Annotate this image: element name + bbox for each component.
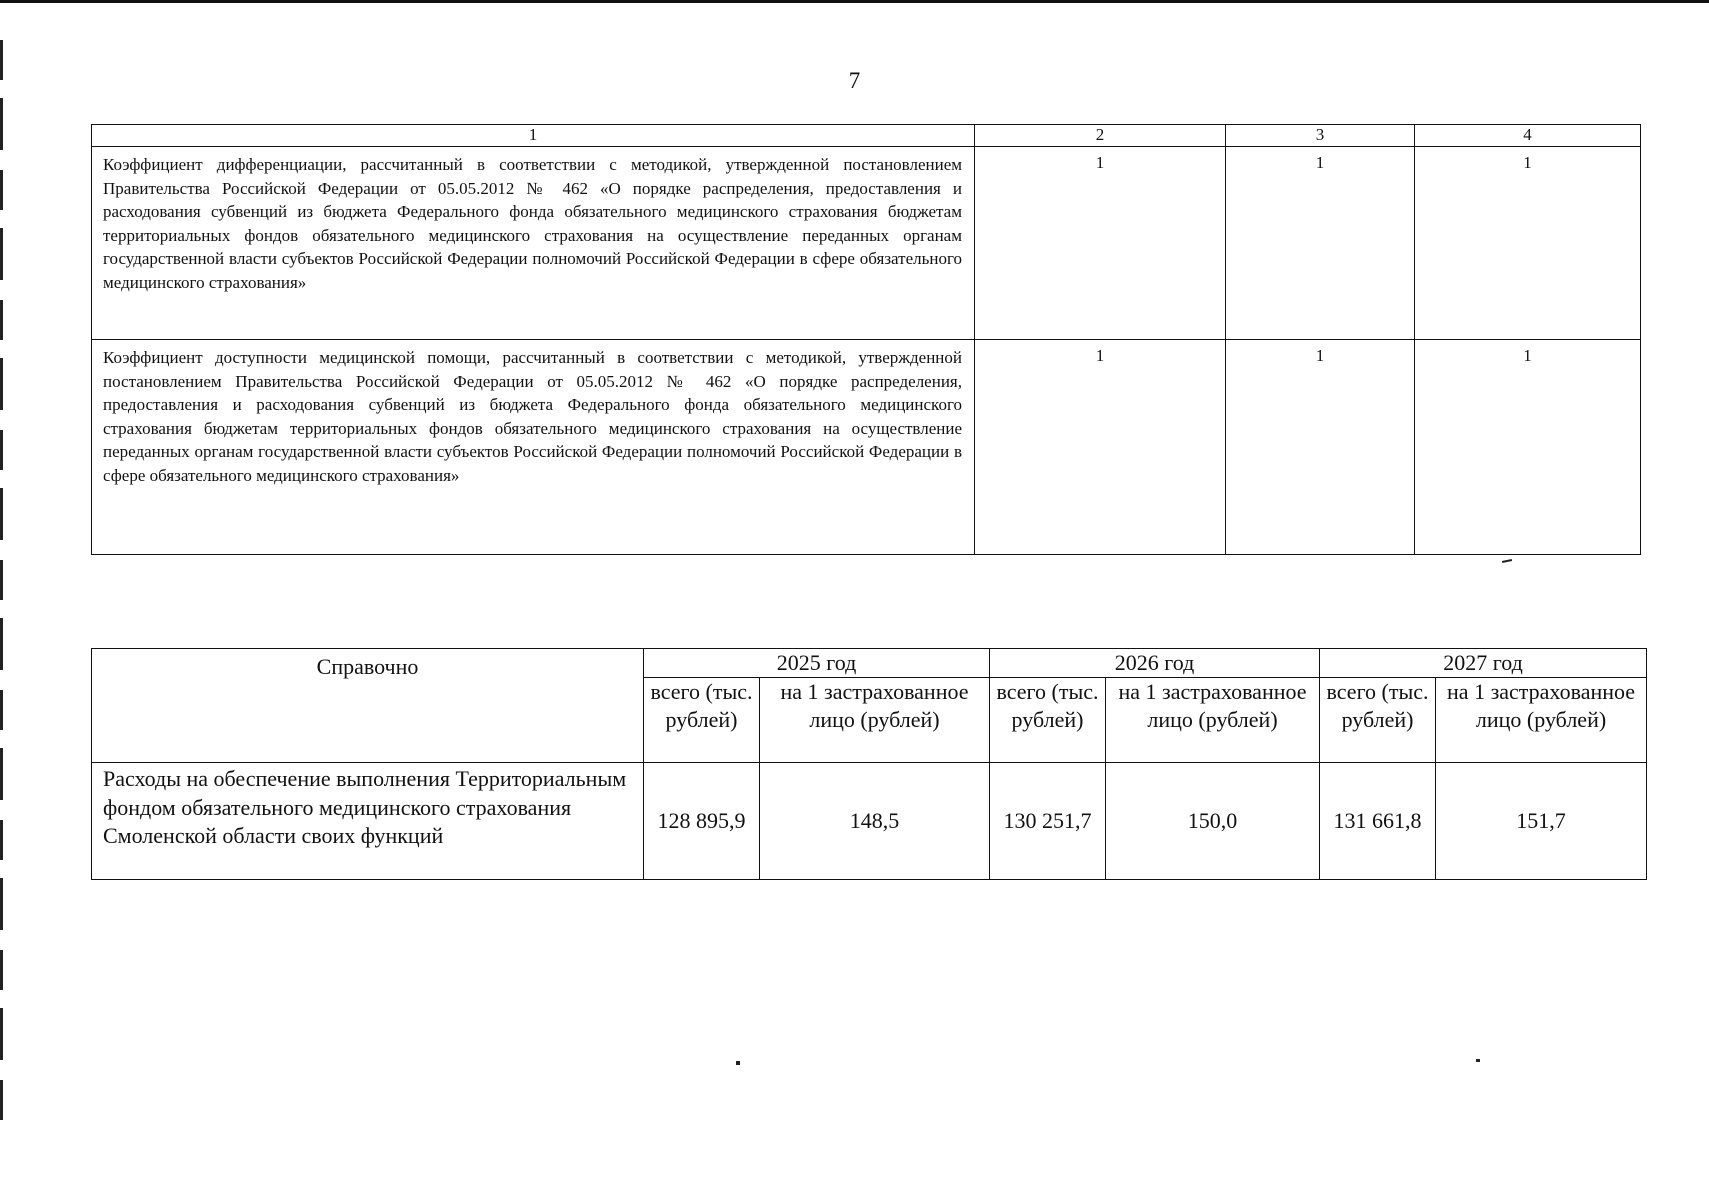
year-header: 2025 год	[644, 649, 990, 678]
table-row	[92, 340, 1641, 555]
year-header: 2027 год	[1320, 649, 1647, 678]
total-column-header: всего (тыс. рублей)	[644, 678, 760, 763]
reference-label: Справочно	[92, 649, 644, 763]
cell-value: 1	[1415, 340, 1641, 555]
coefficients-table	[91, 124, 1641, 555]
total-column-header: всего (тыс. рублей)	[1320, 678, 1436, 763]
cell-value: 130 251,7	[990, 763, 1106, 880]
page-number: 7	[848, 68, 861, 93]
column-header: 3	[1226, 125, 1415, 147]
table-row	[92, 147, 1641, 340]
cell-value: 128 895,9	[644, 763, 760, 880]
scan-speck	[736, 1061, 740, 1065]
scan-speck	[1502, 559, 1512, 563]
year-header-row	[92, 649, 1647, 678]
per-person-column-header: на 1 застрахованное лицо (рублей)	[1106, 678, 1320, 763]
column-header: 2	[975, 125, 1226, 147]
per-person-column-header: на 1 застрахованное лицо (рублей)	[760, 678, 990, 763]
year-header: 2026 год	[990, 649, 1320, 678]
scan-speck	[1476, 1059, 1480, 1062]
reference-table	[91, 648, 1647, 880]
cell-value: 1	[1226, 340, 1415, 555]
cell-value: 131 661,8	[1320, 763, 1436, 880]
scan-edge-left	[0, 40, 3, 1120]
total-column-header: всего (тыс. рублей)	[990, 678, 1106, 763]
cell-value: 1	[1226, 147, 1415, 340]
table-row	[92, 763, 1647, 880]
cell-value: 1	[1415, 147, 1641, 340]
cell-value: 148,5	[760, 763, 990, 880]
per-person-column-header: на 1 застрахованное лицо (рублей)	[1436, 678, 1647, 763]
row-description: Коэффициент дифференциации, рассчитанный в соответствии с методикой, утвержденной постановлением Правительства Российской Федерации от 05.05.2012 № 462 «О порядке распределения, предоставления и расходования субвенций из бюджета Федерального фонда обязательного медицинского страхования бюджетам территориальных фондов обязательного медицинского страхования на осуществление переданных органам государственной власти субъектов Российской Федерации полномочий Российской Федерации в сфере обязательного медицинского страхования»	[92, 147, 975, 340]
cell-value: 1	[975, 340, 1226, 555]
table-header-row	[92, 125, 1641, 147]
column-header: 4	[1415, 125, 1641, 147]
scan-edge-top	[0, 0, 1709, 3]
row-description: Расходы на обеспечение выполнения Территориальным фондом обязательного медицинского страхования Смоленской области своих функций	[92, 763, 644, 880]
column-header: 1	[92, 125, 975, 147]
cell-value: 151,7	[1436, 763, 1647, 880]
cell-value: 1	[975, 147, 1226, 340]
row-description: Коэффициент доступности медицинской помощи, рассчитанный в соответствии с методикой, утвержденной постановлением Правительства Российской Федерации от 05.05.2012 № 462 «О порядке распределения, предоставления и расходования субвенций из бюджета Федерального фонда обязательного медицинского страхования бюджетам территориальных фондов обязательного медицинского страхования на осуществление переданных органам государственной власти субъектов Российской Федерации полномочий Российской Федерации в сфере обязательного медицинского страхования»	[92, 340, 975, 555]
cell-value: 150,0	[1106, 763, 1320, 880]
